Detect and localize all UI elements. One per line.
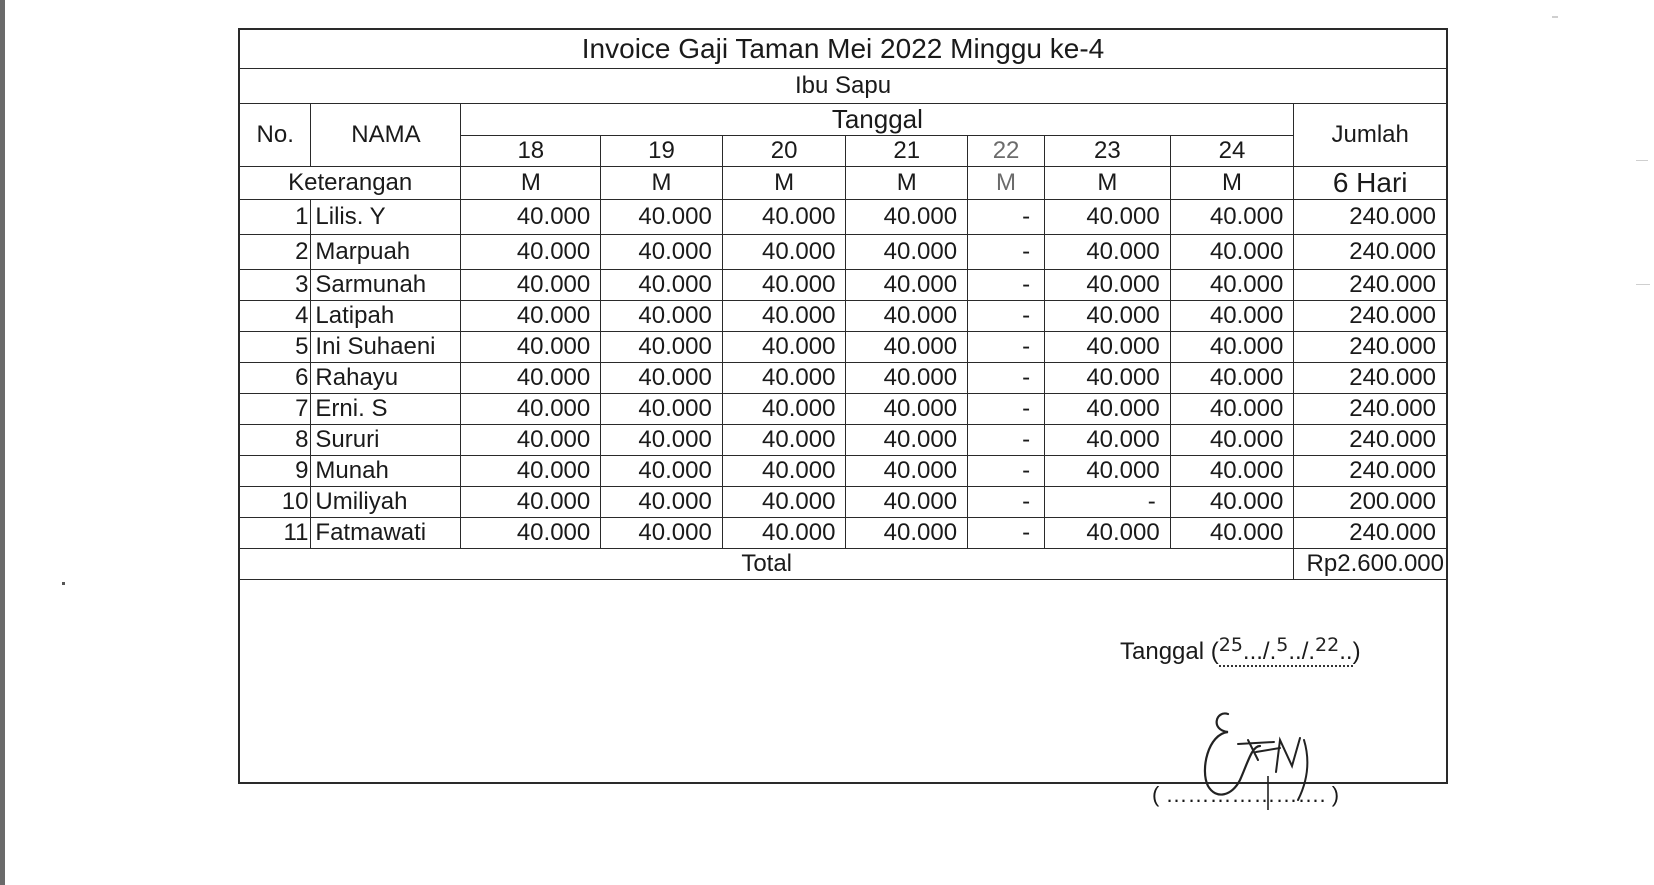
- daily-wage-cell: 40.000: [461, 301, 601, 332]
- keterangan-code: M: [1045, 167, 1171, 200]
- employee-name: Ini Suhaeni: [311, 332, 461, 363]
- date-header-cell: 18: [461, 136, 601, 167]
- scan-left-edge: [0, 0, 5, 885]
- daily-wage-cell: 40.000: [722, 394, 846, 425]
- date-header-cell: 21: [846, 136, 968, 167]
- keterangan-code: M: [846, 167, 968, 200]
- daily-wage-cell: 40.000: [722, 301, 846, 332]
- table-row: [240, 394, 1446, 425]
- row-total: 240.000: [1294, 332, 1446, 363]
- employee-name: Sarmunah: [311, 270, 461, 301]
- daily-wage-cell: -: [968, 394, 1045, 425]
- daily-wage-cell: 40.000: [1045, 270, 1171, 301]
- tanggal-close: ): [1352, 638, 1361, 665]
- daily-wage-cell: 40.000: [461, 394, 601, 425]
- daily-wage-cell: 40.000: [461, 456, 601, 487]
- daily-wage-cell: 40.000: [461, 270, 601, 301]
- row-number: 9: [240, 456, 311, 487]
- daily-wage-cell: 40.000: [601, 200, 723, 235]
- daily-wage-cell: 40.000: [1170, 425, 1294, 456]
- signature-line: ( …………………. ): [1152, 782, 1340, 807]
- row-total: 240.000: [1294, 301, 1446, 332]
- daily-wage-cell: 40.000: [461, 332, 601, 363]
- row-number: 8: [240, 425, 311, 456]
- daily-wage-cell: 40.000: [1045, 332, 1171, 363]
- daily-wage-cell: -: [968, 425, 1045, 456]
- daily-wage-cell: 40.000: [846, 235, 968, 270]
- employee-name: Fatmawati: [311, 518, 461, 549]
- total-days: 6 Hari: [1294, 167, 1446, 200]
- daily-wage-cell: 40.000: [1170, 518, 1294, 549]
- table-row: [240, 518, 1446, 549]
- employee-name: Lilis. Y: [311, 200, 461, 235]
- employee-name: Munah: [311, 456, 461, 487]
- daily-wage-cell: 40.000: [601, 235, 723, 270]
- date-header-cell: 23: [1045, 136, 1171, 167]
- daily-wage-cell: -: [968, 200, 1045, 235]
- employee-name: Rahayu: [311, 363, 461, 394]
- row-number: 3: [240, 270, 311, 301]
- grand-total: Rp2.600.000: [1294, 549, 1446, 580]
- employee-name: Erni. S: [311, 394, 461, 425]
- header-nama: NAMA: [311, 104, 461, 167]
- daily-wage-cell: 40.000: [1170, 301, 1294, 332]
- row-number: 4: [240, 301, 311, 332]
- table-row: [240, 363, 1446, 394]
- daily-wage-cell: 40.000: [1045, 456, 1171, 487]
- invoice-table: [240, 30, 1446, 580]
- table-row: [240, 487, 1446, 518]
- scan-speck: [1636, 160, 1648, 161]
- row-total: 240.000: [1294, 270, 1446, 301]
- header-jumlah: Jumlah: [1294, 104, 1446, 167]
- row-total: 240.000: [1294, 200, 1446, 235]
- handwritten-month: 5: [1276, 634, 1289, 656]
- daily-wage-cell: 40.000: [601, 487, 723, 518]
- header-tanggal: Tanggal: [461, 104, 1294, 136]
- header-no: No.: [240, 104, 311, 167]
- daily-wage-cell: 40.000: [722, 518, 846, 549]
- daily-wage-cell: 40.000: [1045, 235, 1171, 270]
- daily-wage-cell: 40.000: [461, 235, 601, 270]
- employee-name: Sururi: [311, 425, 461, 456]
- invoice-subtitle: Ibu Sapu: [240, 69, 1446, 104]
- keterangan-code: M: [722, 167, 846, 200]
- daily-wage-cell: 40.000: [1170, 456, 1294, 487]
- daily-wage-cell: -: [968, 456, 1045, 487]
- tanggal-label: Tanggal (: [1120, 638, 1219, 665]
- daily-wage-cell: 40.000: [846, 363, 968, 394]
- daily-wage-cell: 40.000: [1170, 363, 1294, 394]
- employee-name: Marpuah: [311, 235, 461, 270]
- total-label: Total: [240, 549, 1294, 580]
- daily-wage-cell: 40.000: [846, 301, 968, 332]
- daily-wage-cell: 40.000: [722, 200, 846, 235]
- daily-wage-cell: 40.000: [461, 425, 601, 456]
- daily-wage-cell: 40.000: [601, 301, 723, 332]
- total-row: [240, 549, 1446, 580]
- row-number: 6: [240, 363, 311, 394]
- row-number: 1: [240, 200, 311, 235]
- daily-wage-cell: -: [968, 270, 1045, 301]
- date-header-cell: 22: [968, 136, 1045, 167]
- daily-wage-cell: 40.000: [1045, 200, 1171, 235]
- table-row: [240, 270, 1446, 301]
- daily-wage-cell: 40.000: [1045, 425, 1171, 456]
- daily-wage-cell: 40.000: [722, 235, 846, 270]
- daily-wage-cell: 40.000: [1045, 301, 1171, 332]
- row-number: 5: [240, 332, 311, 363]
- daily-wage-cell: 40.000: [722, 332, 846, 363]
- daily-wage-cell: -: [968, 363, 1045, 394]
- row-total: 240.000: [1294, 394, 1446, 425]
- keterangan-code: M: [601, 167, 723, 200]
- row-total: 240.000: [1294, 518, 1446, 549]
- table-row: [240, 332, 1446, 363]
- daily-wage-cell: 40.000: [1045, 518, 1171, 549]
- daily-wage-cell: 40.000: [601, 425, 723, 456]
- daily-wage-cell: 40.000: [1170, 200, 1294, 235]
- daily-wage-cell: 40.000: [722, 487, 846, 518]
- daily-wage-cell: 40.000: [1170, 332, 1294, 363]
- daily-wage-cell: 40.000: [846, 394, 968, 425]
- daily-wage-cell: 40.000: [846, 200, 968, 235]
- daily-wage-cell: -: [968, 487, 1045, 518]
- invoice-document: [238, 28, 1448, 807]
- daily-wage-cell: 40.000: [846, 456, 968, 487]
- date-header-cell: 24: [1170, 136, 1294, 167]
- employee-name: Umiliyah: [311, 487, 461, 518]
- keterangan-row: [240, 167, 1446, 200]
- daily-wage-cell: 40.000: [722, 270, 846, 301]
- daily-wage-cell: -: [968, 518, 1045, 549]
- date-header-cell: 19: [601, 136, 723, 167]
- daily-wage-cell: 40.000: [601, 270, 723, 301]
- keterangan-code: M: [968, 167, 1045, 200]
- daily-wage-cell: 40.000: [722, 456, 846, 487]
- row-number: 11: [240, 518, 311, 549]
- daily-wage-cell: 40.000: [1170, 487, 1294, 518]
- daily-wage-cell: 40.000: [846, 270, 968, 301]
- daily-wage-cell: 40.000: [1045, 363, 1171, 394]
- daily-wage-cell: 40.000: [461, 487, 601, 518]
- row-number: 7: [240, 394, 311, 425]
- handwritten-day: 25: [1218, 634, 1243, 656]
- daily-wage-cell: 40.000: [846, 332, 968, 363]
- daily-wage-cell: 40.000: [846, 487, 968, 518]
- daily-wage-cell: 40.000: [1170, 394, 1294, 425]
- daily-wage-cell: 40.000: [461, 200, 601, 235]
- daily-wage-cell: 40.000: [722, 425, 846, 456]
- row-total: 240.000: [1294, 425, 1446, 456]
- daily-wage-cell: 40.000: [601, 332, 723, 363]
- table-row: [240, 425, 1446, 456]
- daily-wage-cell: -: [968, 301, 1045, 332]
- table-row: [240, 456, 1446, 487]
- signed-date: Tanggal ($^{25}$.../.$^5$../.$^{22}$..): [1120, 634, 1361, 665]
- scan-speck: [1636, 284, 1650, 285]
- daily-wage-cell: 40.000: [601, 363, 723, 394]
- table-row: [240, 235, 1446, 270]
- handwritten-year: 22: [1315, 634, 1340, 656]
- keterangan-code: M: [1170, 167, 1294, 200]
- table-row: [240, 301, 1446, 332]
- row-number: 10: [240, 487, 311, 518]
- daily-wage-cell: 40.000: [1170, 270, 1294, 301]
- daily-wage-cell: 40.000: [601, 518, 723, 549]
- scan-speck: [1552, 16, 1558, 18]
- employee-name: Latipah: [311, 301, 461, 332]
- daily-wage-cell: -: [968, 332, 1045, 363]
- header-keterangan: Keterangan: [240, 167, 461, 200]
- daily-wage-cell: 40.000: [461, 363, 601, 394]
- daily-wage-cell: -: [1045, 487, 1171, 518]
- daily-wage-cell: 40.000: [722, 363, 846, 394]
- row-total: 240.000: [1294, 363, 1446, 394]
- signature-area: [240, 610, 1446, 807]
- daily-wage-cell: 40.000: [1170, 235, 1294, 270]
- daily-wage-cell: 40.000: [461, 518, 601, 549]
- daily-wage-cell: 40.000: [846, 425, 968, 456]
- row-total: 240.000: [1294, 235, 1446, 270]
- daily-wage-cell: -: [968, 235, 1045, 270]
- daily-wage-cell: 40.000: [601, 456, 723, 487]
- daily-wage-cell: 40.000: [1045, 394, 1171, 425]
- scan-speck: [62, 582, 65, 585]
- daily-wage-cell: 40.000: [846, 518, 968, 549]
- daily-wage-cell: 40.000: [601, 394, 723, 425]
- row-number: 2: [240, 235, 311, 270]
- row-total: 240.000: [1294, 456, 1446, 487]
- table-row: [240, 200, 1446, 235]
- invoice-title: Invoice Gaji Taman Mei 2022 Minggu ke-4: [240, 30, 1446, 69]
- date-header-cell: 20: [722, 136, 846, 167]
- keterangan-code: M: [461, 167, 601, 200]
- row-total: 200.000: [1294, 487, 1446, 518]
